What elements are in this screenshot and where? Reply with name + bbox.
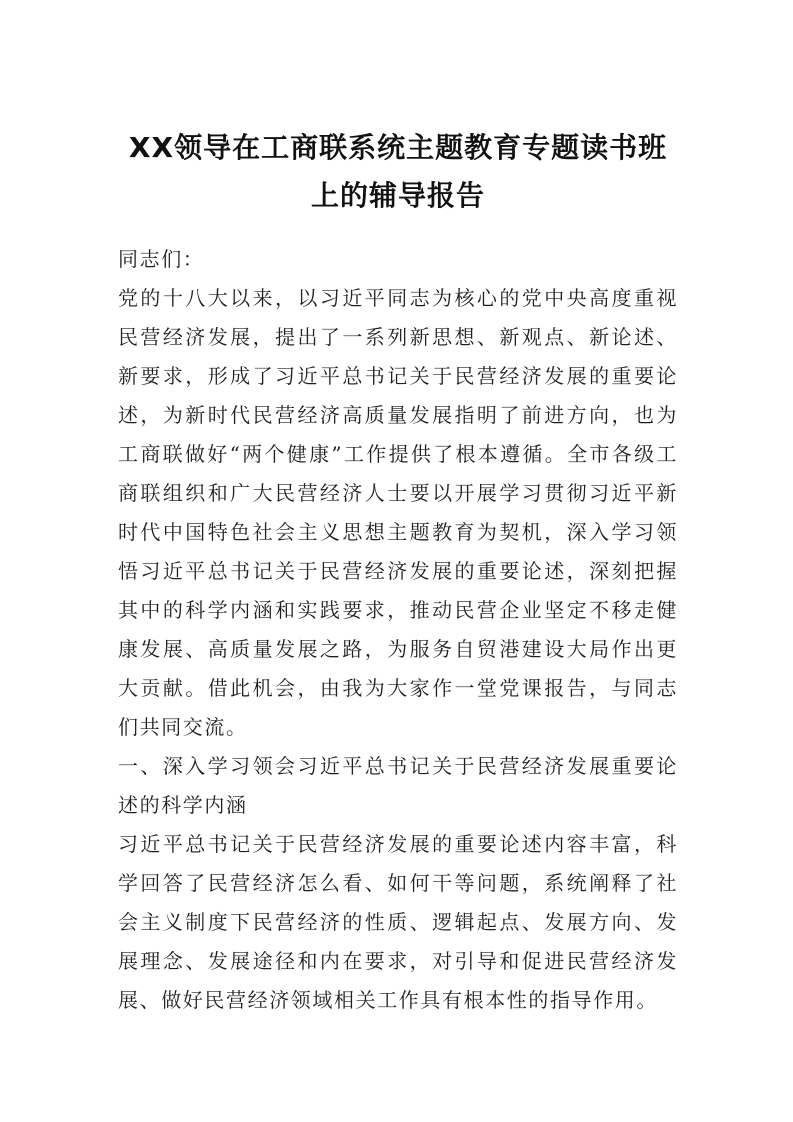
paragraph-intro: 党的十八大以来，以习近平同志为核心的党中央高度重视民营经济发展，提出了一系列新思想、新观点、新论述、新要求，形成了习近平总书记关于民营经济发展的重要论述，为新时代民营经济高质量发展指明了前进方向，也为工商联做好“两个健康”工作提供了根本遵循。全市各级工商联组织和广大民营经济人士要以开展学习贯彻习近平新时代中国特色社会主义思想主题教育为契机，深入学习领悟习近平总书记关于民营经济发展的重要论述，深刻把握其中的科学内涵和实践要求，推动民营企业坚定不移走健康发展、高质量发展之路，为服务自贸港建设大局作出更大贡献。借此机会，由我为大家作一堂党课报告，与同志们共同交流。: [118, 286, 678, 739]
title-line-2: 上的辅导报告: [310, 179, 485, 212]
paragraph-section-1: 习近平总书记关于民营经济发展的重要论述内容丰富，科学回答了民营经济怎么看、如何干等问题，系统阐释了社会主义制度下民营经济的性质、逻辑起点、发展方向、发展理念、发展途径和内在要求，对引导和促进民营经济发展、做好民营经济领域相关工作具有根本性的指导作用。: [118, 832, 678, 1012]
document-title: [118, 124, 678, 220]
salutation: 同志们：: [118, 247, 205, 271]
title-line-1: XX领导在工商联系统主题教育专题读书班: [128, 131, 668, 164]
document-body: [118, 240, 678, 1020]
section-heading-1: 一、深入学习领会习近平总书记关于民营经济发展重要论述的科学内涵: [118, 754, 678, 817]
